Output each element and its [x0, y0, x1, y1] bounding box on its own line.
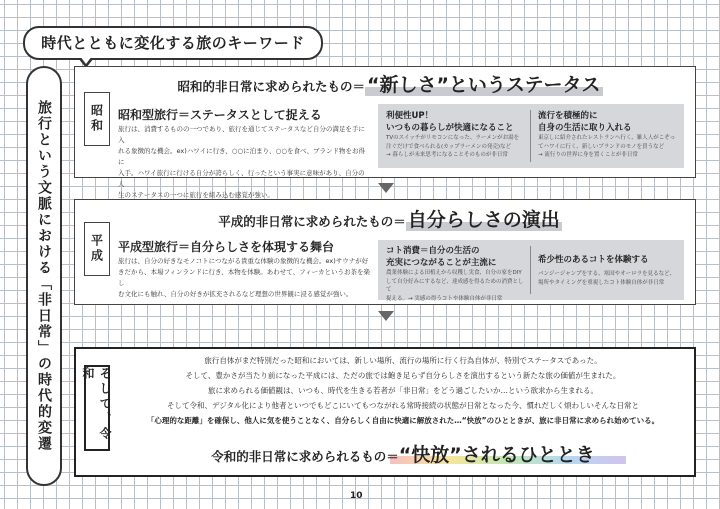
showa-card-left-note: → 暮らしが未来思考になることそのものが非日常: [386, 152, 508, 158]
title-bubble-tail-fill: [80, 56, 92, 64]
showa-body-line: 入手。ハワイ旅行に行ける自分が誇らしく、行ったという事実に意味があり、自分の人: [118, 169, 365, 188]
reiwa-tab-label: そして、令和: [81, 367, 112, 442]
showa-heading-prefix: 昭和的非日常に求められたもの＝: [177, 79, 365, 94]
showa-card-right-note: てハワイに行く、新しいブランドのモノを買うなど: [538, 143, 665, 150]
reiwa-tab: [81, 365, 112, 451]
heisei-card-right: [538, 254, 680, 287]
showa-tab-label: 昭和: [89, 104, 104, 134]
side-label-pill: [26, 66, 62, 486]
down-arrow-icon: [378, 311, 394, 321]
reiwa-body-line: 旅行自体がまだ特別だった昭和においては、新しい場所、流行の場所に行く行為自体が、特別でステータスであった。: [204, 356, 602, 365]
showa-card-divider: [530, 110, 531, 162]
heisei-card-left-note: 捉える。→ 実感の得うコトや体験自体が非日常: [386, 295, 503, 302]
heisei-body: [118, 256, 370, 300]
page-title-bubble: [23, 26, 323, 60]
heisei-heading: [150, 205, 630, 232]
reiwa-heading-keyword: “快放”されるひととき: [398, 444, 595, 466]
down-arrow-icon: [378, 183, 394, 193]
heisei-tab: [84, 222, 110, 276]
showa-card-left-note: TVのスイッチがリモコンになった、ラーメンがお湯を: [386, 135, 520, 141]
heisei-card-left-title: コト消費＝自分の生活の: [386, 246, 480, 256]
heisei-heading-prefix: 平成的非日常に求められたもの＝: [218, 214, 406, 229]
heisei-tab-label: 平成: [89, 234, 104, 264]
heisei-card-left: [386, 245, 526, 303]
reiwa-body-line: そして、豊かさが当たり前になった平成には、ただの旅では飽き足らず自分らしさを演出するという新たな旅の価値が生まれた。: [185, 371, 621, 380]
showa-body: [118, 124, 370, 201]
showa-card-left-title: いつもの暮らしが快適になること: [386, 123, 514, 133]
heisei-card-divider: [530, 246, 531, 294]
showa-card-right-title: 自身の生活に取り入れる: [538, 123, 632, 133]
heisei-card-left-title: 充実につながることが主流に: [386, 258, 497, 268]
reiwa-heading: [118, 440, 688, 467]
heisei-card-right-title: 希少性のあるコトを体験する: [538, 255, 649, 265]
showa-heading-keyword: “新しさ”というステータス: [366, 74, 601, 96]
showa-body-line: 生のステータスの一つに旅行を組み込む感覚が強い。: [118, 191, 274, 199]
reiwa-heading-prefix: 令和的非日常に求められるもの＝: [211, 449, 399, 464]
heisei-card-right-note: 場所やタイミングを重視したコト体験自体が非日常: [538, 279, 665, 286]
page-number: 10: [350, 491, 363, 501]
showa-body-line: 旅行は、消費するものの一つであり、旅行を通じてステータスなど自分の満足を手に入: [118, 125, 365, 144]
heisei-card-left-note: して自分好みにするなど、達成感を得るための消費として: [386, 278, 524, 293]
heisei-card-right-note: バンジージャンプをする、寒国やオーロラを見るなど、: [538, 271, 676, 277]
showa-card-right-note: → 流行りの世界に身を置くことが非日常: [538, 152, 638, 158]
showa-card-right-note: 東京しに紹介されたレストランへ行く、雑人人がこぞっ: [538, 135, 676, 141]
side-label: 旅行という文脈における「非日常」の時代的変遷: [36, 100, 52, 452]
page-title: 時代とともに変化する旅のキーワード: [41, 34, 305, 52]
showa-card-right-title: 流行を積極的に: [538, 111, 598, 121]
heisei-body-line: む文化にも触れ、自分の好きが拡充されるなど理想の世界観に浸る感覚が強い。: [118, 290, 353, 298]
reiwa-body-line: 旅に求められる価値観は、いつも、時代を生きる若者が「非日常」をどう過ごしたいか…という欲求から生まれる。: [208, 386, 598, 395]
heisei-subhead: 平成型旅行＝自分らしさを体現する舞台: [118, 240, 335, 254]
heisei-body-line: 旅行は、自分の好きなモノコトにつながる貴重な体験の象徴的な機会。ex)サウナが好: [118, 257, 369, 265]
heisei-card-left-note: 農業体験による田植えから収穫し実食、自分の家をDIY: [386, 270, 522, 276]
reiwa-body: [118, 353, 688, 428]
showa-body-line: れる象徴的な機会。ex)ハワイに行き、○○に泊まり、○○を食べ、ブランド物をお得に: [118, 147, 365, 166]
showa-subhead: 昭和型旅行＝ステータスとして捉える: [118, 108, 322, 122]
showa-heading: [150, 70, 630, 97]
showa-card-left-title: 利便性UP！: [386, 111, 434, 121]
showa-card-left-note: 注ぐだけで食べられる(カップラーメンの発売)など: [386, 143, 511, 150]
reiwa-body-line: そして令和、デジタル化により他者といつでもどこにいてもつながれる常時接続の状態が日常となった今、慣れだしく煩わしいそんな日常と: [166, 401, 640, 410]
heisei-heading-keyword: 自分らしさの演出: [407, 209, 560, 231]
showa-card-left: [386, 110, 526, 160]
reiwa-body-line: 「心理的な距離」を確保し、他人に気を使うことなく、自分らしく自由に快適に解放された…“快放”のひとときが、旅に非日常に求められ始めている。: [146, 416, 660, 425]
showa-tab: [84, 92, 110, 146]
showa-card-right: [538, 110, 680, 160]
heisei-body-line: きだから、本場フィンランドに行き、本物を体験。あわせて、フィーカというお茶を楽し: [118, 268, 370, 287]
